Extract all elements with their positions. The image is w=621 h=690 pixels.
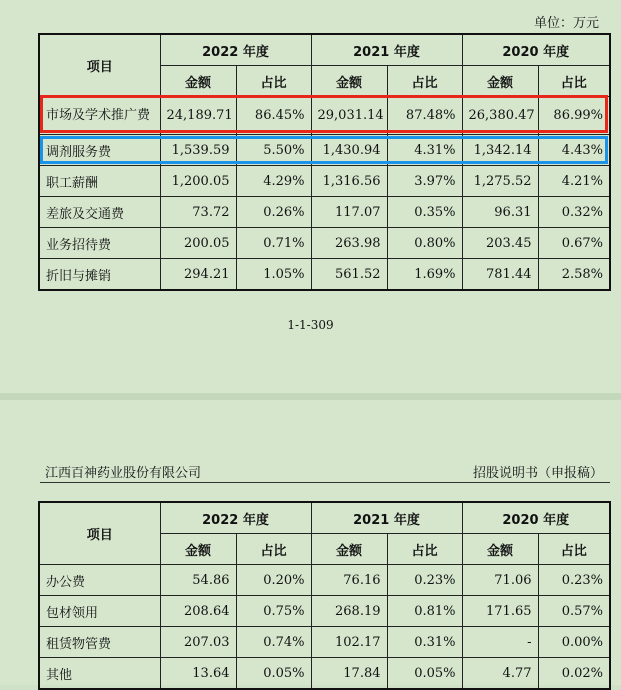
page-separator xyxy=(0,393,621,400)
row-label: 职工薪酬 xyxy=(39,166,160,197)
cell: 29,031.14 xyxy=(311,97,387,135)
table-row xyxy=(39,596,610,627)
row-label: 办公费 xyxy=(39,565,160,596)
cell: 208.64 xyxy=(160,596,236,627)
row-label: 折旧与摊销 xyxy=(39,259,160,291)
cell: 4.29% xyxy=(236,166,311,197)
item-header: 项目 xyxy=(39,502,160,565)
cell: 1,430.94 xyxy=(311,135,387,166)
cell: 102.17 xyxy=(311,627,387,658)
company-name: 江西百神药业股份有限公司 xyxy=(45,466,202,481)
cell: 0.23% xyxy=(387,565,462,596)
cell: 0.31% xyxy=(387,627,462,658)
cell: 0.05% xyxy=(236,658,311,690)
amount-header: 金额 xyxy=(160,66,236,97)
cell: 0.57% xyxy=(538,596,610,627)
ratio-header: 占比 xyxy=(538,534,610,565)
cell: 1,539.59 xyxy=(160,135,236,166)
ratio-header: 占比 xyxy=(236,66,311,97)
cell: 0.71% xyxy=(236,228,311,259)
cell: 0.81% xyxy=(387,596,462,627)
cell: 0.23% xyxy=(538,565,610,596)
cell: 4.77 xyxy=(462,658,538,690)
cell: 207.03 xyxy=(160,627,236,658)
expense-table-2 xyxy=(38,501,611,690)
year-header: 2021 年度 xyxy=(311,34,462,66)
page-2 xyxy=(0,400,621,685)
row-label: 包材领用 xyxy=(39,596,160,627)
row-label: 业务招待费 xyxy=(39,228,160,259)
ratio-header: 占比 xyxy=(236,534,311,565)
row-label: 差旅及交通费 xyxy=(39,197,160,228)
cell: 1,342.14 xyxy=(462,135,538,166)
ratio-header: 占比 xyxy=(387,66,462,97)
cell: 0.75% xyxy=(236,596,311,627)
cell: 1,316.56 xyxy=(311,166,387,197)
cell: 96.31 xyxy=(462,197,538,228)
cell: 0.80% xyxy=(387,228,462,259)
ratio-header: 占比 xyxy=(387,534,462,565)
cell: 0.26% xyxy=(236,197,311,228)
cell: 71.06 xyxy=(462,565,538,596)
cell: 1.05% xyxy=(236,259,311,291)
cell: 200.05 xyxy=(160,228,236,259)
cell: 561.52 xyxy=(311,259,387,291)
amount-header: 金额 xyxy=(160,534,236,565)
cell: 294.21 xyxy=(160,259,236,291)
cell: 0.35% xyxy=(387,197,462,228)
red-highlight-box xyxy=(40,95,608,133)
cell: 1,200.05 xyxy=(160,166,236,197)
cell: 1.69% xyxy=(387,259,462,291)
amount-header: 金额 xyxy=(311,534,387,565)
amount-header: 金额 xyxy=(311,66,387,97)
cell: 24,189.71 xyxy=(160,97,236,135)
cell: 54.86 xyxy=(160,565,236,596)
cell: 263.98 xyxy=(311,228,387,259)
ratio-header: 占比 xyxy=(538,66,610,97)
amount-header: 金额 xyxy=(462,534,538,565)
table-row xyxy=(39,565,610,596)
cell: 171.65 xyxy=(462,596,538,627)
cell: 4.43% xyxy=(538,135,610,166)
cell: 203.45 xyxy=(462,228,538,259)
cell: 87.48% xyxy=(387,97,462,135)
cell: 268.19 xyxy=(311,596,387,627)
cell: 117.07 xyxy=(311,197,387,228)
amount-header: 金额 xyxy=(462,66,538,97)
cell: 1,275.52 xyxy=(462,166,538,197)
year-header: 2021 年度 xyxy=(311,502,462,534)
cell: 2.58% xyxy=(538,259,610,291)
row-label: 调剂服务费 xyxy=(39,135,160,166)
cell: 0.00% xyxy=(538,627,610,658)
table-row xyxy=(39,166,610,197)
cell: 781.44 xyxy=(462,259,538,291)
cell: 26,380.47 xyxy=(462,97,538,135)
cell: 3.97% xyxy=(387,166,462,197)
row-label: 其他 xyxy=(39,658,160,690)
cell: 0.32% xyxy=(538,197,610,228)
table-row xyxy=(39,259,610,291)
cell: 0.67% xyxy=(538,228,610,259)
year-header: 2020 年度 xyxy=(462,34,610,66)
cell: - xyxy=(462,627,538,658)
year-header: 2020 年度 xyxy=(462,502,610,534)
cell: 0.02% xyxy=(538,658,610,690)
cell: 5.50% xyxy=(236,135,311,166)
row-label: 市场及学术推广费 xyxy=(39,97,160,135)
cell: 76.16 xyxy=(311,565,387,596)
table-row xyxy=(39,658,610,690)
page-number: 1-1-309 xyxy=(287,318,334,332)
document-title: 招股说明书（申报稿） xyxy=(472,466,603,481)
cell: 86.45% xyxy=(236,97,311,135)
year-header: 2022 年度 xyxy=(160,34,311,66)
cell: 13.64 xyxy=(160,658,236,690)
cell: 0.05% xyxy=(387,658,462,690)
year-header: 2022 年度 xyxy=(160,502,311,534)
item-header: 项目 xyxy=(39,34,160,97)
row-label: 租赁物管费 xyxy=(39,627,160,658)
unit-label: 单位：万元 xyxy=(533,16,599,31)
table-row xyxy=(39,627,610,658)
cell: 17.84 xyxy=(311,658,387,690)
cell: 4.21% xyxy=(538,166,610,197)
cell: 0.74% xyxy=(236,627,311,658)
table-row xyxy=(39,197,610,228)
table-row xyxy=(39,228,610,259)
cell: 86.99% xyxy=(538,97,610,135)
cell: 0.20% xyxy=(236,565,311,596)
cell: 4.31% xyxy=(387,135,462,166)
blue-highlight-box xyxy=(40,136,608,164)
cell: 73.72 xyxy=(160,197,236,228)
header-rule xyxy=(40,482,610,483)
